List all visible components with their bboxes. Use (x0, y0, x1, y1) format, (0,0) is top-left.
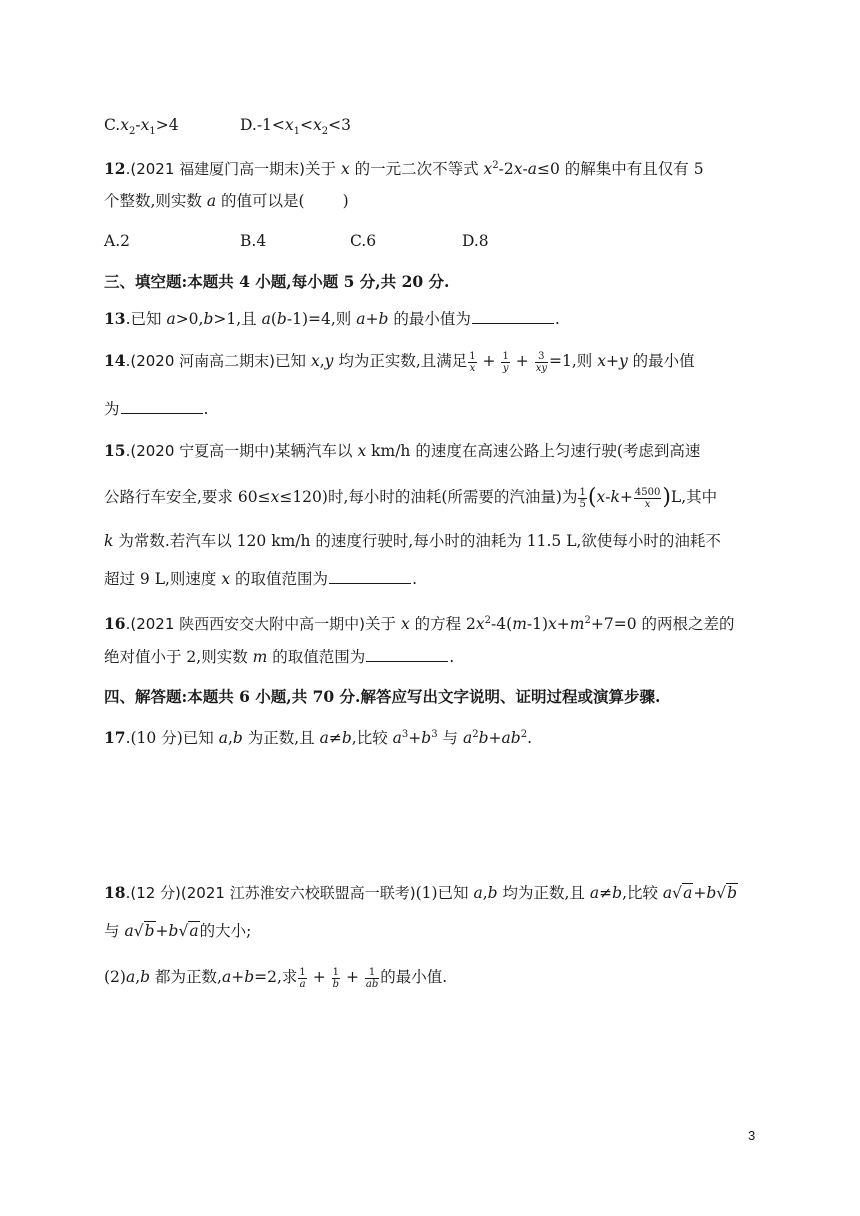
q11-option-d: $D.-1<x_1<x_2<3$ (240, 116, 352, 138)
q16-number: 16 (104, 614, 126, 634)
q16-text: 的方程 2 (409, 615, 476, 634)
q18-text: 与 (104, 922, 125, 940)
q16-text: 绝对值小于 2,则实数 (104, 648, 253, 666)
q16-answer-blank (366, 646, 448, 662)
q15-line2: 公路行车安全,要求 60≤x≤120)时,每小时的油耗(所需要的汽油量)为 $\frac{1}{5}$ (x-k+ $\frac{4500}{x}$ )L,其中 (104, 485, 718, 510)
q17-text: 与 (437, 729, 463, 748)
q18-line2: 与 a√b+b√a的大小; (104, 922, 252, 940)
q12-text: ≤0 的解集中有且仅有 5 (537, 160, 704, 179)
q14-line2 (104, 398, 208, 420)
q12-option-c: C.6 (350, 232, 377, 250)
q16-text: . (449, 648, 455, 666)
q14-text: 已知 (275, 352, 311, 370)
q17-text: ,比较 (351, 729, 393, 748)
q15-text: L,其中 (670, 488, 718, 506)
q11-option-c: $C.x_2-x_1>4$ (104, 116, 179, 138)
q15-text: 超过 9 L,则速度 (104, 570, 222, 588)
q13-text: >0, (175, 310, 204, 328)
q12-number: 12 (104, 159, 126, 179)
q13-answer-blank (472, 308, 554, 324)
q15-text: 为常数.若汽车以 120 km/h 的速度行驶时,每小时的油耗为 11.5 L,欲使每小时的油耗不 (113, 532, 721, 550)
q18-line3: (2)a,b 都为正数,a+b=2,求 $\frac{1}{a}$ + $\frac{1}{b}$ + $\frac{1}{ab}$ 的最小值. (104, 966, 448, 990)
q11-options (104, 114, 351, 143)
q13-text: . (554, 310, 560, 328)
q18-text: (1)已知 (415, 884, 474, 902)
q16-line2: 绝对值小于 2,则实数 m 的取值范围为 . (104, 648, 455, 666)
q14-answer-blank (121, 398, 203, 414)
q14-fraction-1-over-x: $\frac{1}{x}$ (469, 350, 476, 374)
q18-fraction-1-over-a: $\frac{1}{a}$ (299, 966, 306, 990)
q18-text: 都为正数, (150, 968, 222, 986)
q14-fraction-3-over-xy: $\frac{3}{xy}$ (535, 350, 547, 374)
q12-text: 的值可以是( (216, 192, 305, 210)
q14-text: =1,则 (548, 352, 598, 370)
q17-line: 17.(10 分)已知 a,b 为正数,且 a≠b,比较 $a^3+b^3$ 与 $a^2b+ab^2$. (104, 728, 532, 748)
q15-text: 的取值范围为 (230, 570, 329, 588)
section4-heading: 四、解答题:本题共 6 小题,共 70 分.解答应写出文字说明、证明过程或演算步骤. (104, 687, 661, 706)
q14-text: 均为正实数,且满足 (333, 352, 468, 370)
q16-text: -1) (526, 615, 549, 634)
q13-text: -1)=4,则 (286, 310, 357, 328)
q15-text: km/h 的速度在高速公路上匀速行驶(考虑到高速 (366, 442, 701, 460)
q12-text: 关于 (305, 160, 341, 179)
q14-fraction-1-over-y: $\frac{1}{y}$ (502, 350, 509, 374)
q18-source: .(12 分)(2021 江苏淮安六校联盟高一联考) (125, 884, 416, 902)
q15-text: ≤120)时,每小时的油耗(所需要的汽油量)为 (279, 488, 578, 506)
q12-text: ) (342, 192, 349, 210)
q18-fraction-1-over-b: $\frac{1}{b}$ (332, 966, 340, 990)
q13-text: .已知 (125, 310, 167, 328)
q12-text: 个整数,则实数 (104, 192, 207, 210)
q15-text: . (412, 570, 417, 588)
q18-text: =2,求 (254, 968, 298, 986)
q14-source: .(2020 河南高二期末) (125, 352, 275, 370)
q15-fraction-1-over-5: $\frac{1}{5}$ (579, 486, 586, 510)
q18-fraction-1-over-ab: $\frac{1}{ab}$ (365, 966, 379, 990)
q15-line1: 15.(2020 宁夏高一期中)某辆汽车以 x km/h 的速度在高速公路上匀速行驶(考虑到高速 (104, 441, 701, 460)
q16-line1: 16.(2021 陕西西安交大附中高一期中)关于 x 的方程 $2x^2-4(m-1)x+m^2+7=0$ 的两根之差的 (104, 614, 735, 634)
q12-line2: 个整数,则实数 a 的值可以是( ) (104, 192, 349, 210)
q18-sqrt-a: √a (672, 884, 693, 902)
q17-number: 17 (104, 728, 126, 748)
q17-text: 为正数,且 (242, 729, 320, 748)
q18-number: 18 (104, 883, 126, 902)
q16-text: 关于 (365, 615, 401, 634)
q18-sqrt-b: √b (716, 884, 738, 902)
q13-line: 13.已知 a>0,b>1,且 a(b-1)=4,则 a+b 的最小值为 . (104, 309, 560, 328)
q18-text: 的最小值. (380, 968, 448, 986)
q12-option-b: B.4 (240, 232, 267, 250)
q16-text: + (556, 615, 570, 634)
q18-text: ,比较 (622, 884, 663, 902)
q15-line3: k 为常数.若汽车以 120 km/h 的速度行驶时,每小时的油耗为 11.5 L,欲使每小时的油耗不 (104, 532, 721, 550)
q16-text: +7=0 的两根之差的 (590, 615, 735, 634)
q18-sqrt-a: √a (178, 922, 199, 940)
q15-fraction-4500-over-x: $\frac{4500}{x}$ (634, 486, 661, 510)
q12-options (104, 230, 489, 252)
q18-text: (2) (104, 968, 126, 986)
q13-number: 13 (104, 309, 126, 328)
page-number: 3 (748, 1128, 756, 1143)
q13-text: 的最小值为 (388, 310, 471, 328)
q14-line1: 14.(2020 河南高二期末)已知 x,y 均为正实数,且满足 $\frac{1}{x}$ + $\frac{1}{y}$ + $\frac{3}{xy}$ =1,则 x+y 的最小值 (104, 350, 695, 374)
q13-text: + (365, 310, 379, 328)
q17-text: .(10 分)已知 (125, 729, 219, 748)
q16-text: -4( (491, 615, 513, 634)
q18-sqrt-b: √b (133, 922, 155, 940)
q15-text: 某辆汽车以 (275, 442, 358, 460)
q12-line1: 12.(2021 福建厦门高一期末)关于 x 的一元二次不等式 $x^2-2x-a\le 0$ 的解集中有且仅有 5 (104, 159, 704, 179)
q17-text: . (527, 729, 532, 748)
q15-line4: 超过 9 L,则速度 x 的取值范围为 . (104, 570, 417, 588)
q12-text: 的一元二次不等式 (349, 160, 484, 179)
q18-line1: 18.(12 分)(2021 江苏淮安六校联盟高一联考)(1)已知 a,b 均为正数,且 a≠b,比较 a√a+b√b (104, 883, 738, 902)
q18-text: 的大小; (199, 922, 252, 940)
q15-number: 15 (104, 441, 126, 460)
q14-text: 为 (104, 400, 120, 418)
q14-number: 14 (104, 351, 126, 370)
q12-source: .(2021 福建厦门高一期末) (125, 160, 305, 179)
q16-text: 的取值范围为 (267, 648, 366, 666)
q13-text: ( (270, 310, 277, 328)
q13-text: >1,且 (213, 310, 262, 328)
q12-option-a: A.2 (104, 232, 130, 250)
q16-source: .(2021 陕西西安交大附中高一期中) (125, 615, 365, 634)
q12-option-d: D.8 (462, 232, 489, 250)
q15-answer-blank (329, 568, 411, 584)
q15-text: 公路行车安全,要求 60≤ (104, 488, 271, 506)
q14-text: . (203, 400, 209, 418)
q15-source: .(2020 宁夏高一期中) (125, 442, 275, 460)
section3-heading: 三、填空题:本题共 4 小题,每小题 5 分,共 20 分. (104, 272, 450, 291)
q18-text: 均为正数,且 (497, 884, 590, 902)
q14-text: 的最小值 (627, 352, 695, 370)
